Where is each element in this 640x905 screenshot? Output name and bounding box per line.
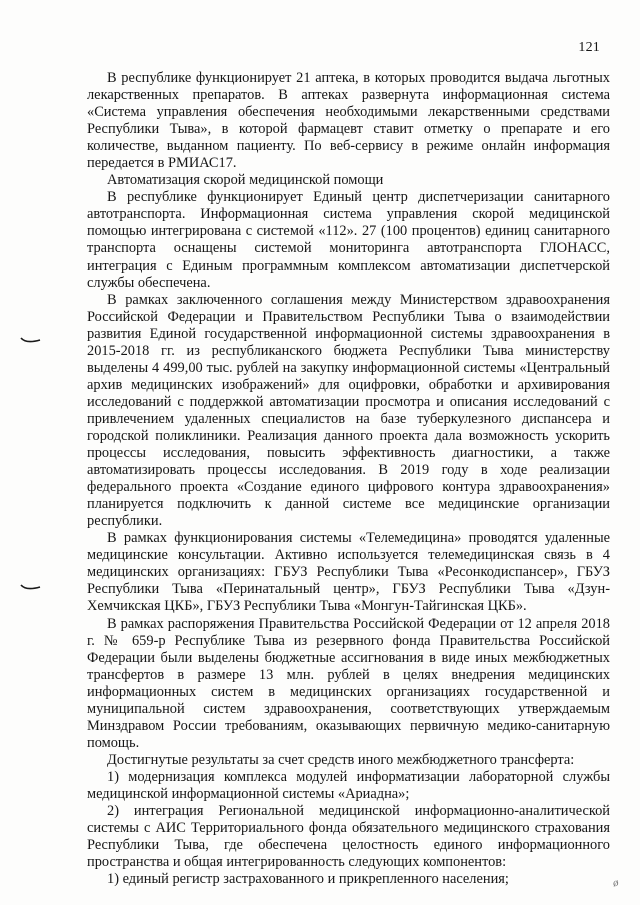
check-mark-icon [20, 336, 42, 346]
paragraph-telemedicine: В рамках функционирования системы «Телемедицина» проводятся удаленные медицинские консультации. Активно используется телемедицинская связь в 4 медицинских организациях: ГБУЗ Республики Тыва «Ресонкодиспансер», ГБУЗ Республики Тыва «Перинатальный центр», ГБУЗ Республики Тыва «Дзун-Хемчикская ЦКБ», ГБУЗ Республики Тыва «Монгун-Тайгинская ЦКБ». [87, 530, 610, 615]
paragraph-image-archive: В рамках заключенного соглашения между Министерством здравоохранения Российской Федерации и Правительством Республики Тыва о взаимодействии развития Единой государственной информационной системы здравоохранения в 2015-2018 гг. из республиканского бюджета Республики Тыва министерству выделены 4 499,00 тыс. рублей на закупку информационной системы «Центральный архив медицинских изображений» для оцифровки, обработки и архивирования исследований с поддержкой автоматизации просмотра и описания исследований с привлечением удаленных специалистов на базе туберкулезного диспансера и городской поликлиники. Реализация данного проекта дала возможность ускорить процессы исследования, повысить эффективность диагностики, а также автоматизировать процессы исследования. В 2019 году в ходе реализации федерального проекта «Создание единого цифрового контура здравоохранения» планируется подключить к данной системе все медицинские организации республики. [87, 291, 610, 530]
margin-check-mark-2 [20, 583, 42, 593]
section-heading-ambulance: Автоматизация скорой медицинской помощи [107, 172, 384, 189]
page-number: 121 [578, 40, 600, 55]
paragraph-government-order: В рамках распоряжения Правительства Российской Федерации от 12 апреля 2018 г. № 659-р Республике Тыва из резервного фонда Правительства Российской Федерации были выделены бюджетные ассигнования в виде иных межбюджетных трансфертов в размере 13 млн. рублей в целях внедрения медицинских информационных систем в медицинских организациях государственной и муниципальной систем здравоохранения, соответствующих утверждаемым Минздравом России требованиям, оказывающих первичную медико-санитарную помощь. [87, 615, 610, 751]
check-mark-icon [20, 583, 42, 593]
paragraph-results-intro: Достигнутые результаты за счет средств иного межбюджетного трансферта: [107, 751, 575, 768]
paragraph-ambulance-dispatch: В республике функционирует Единый центр диспетчеризации санитарного автотранспорта. Информационная система управления скорой медицинской помощью интегрирована с системой «112». 27 (100 процентов) единиц санитарного транспорта оснащены системой мониторинга автотранспорта ГЛОНАСС, интеграция с Единым программным комплексом автоматизации диспетчерской службы обеспечена. [87, 189, 610, 291]
list-item-1: 1) модернизация комплекса модулей информатизации лабораторной службы медицинской информационной системы «Ариадна»; [87, 768, 610, 802]
corner-handwritten-mark: ø [611, 876, 620, 890]
list-item-2: 2) интеграция Региональной медицинской информационно-аналитической системы с АИС Территориального фонда обязательного медицинского страхования Республики Тыва, где обеспечена целостность единого информационного пространства и общая интегрированность следующих компонентов: [87, 803, 610, 871]
document-body [87, 70, 610, 888]
paragraph-pharmacies: В республике функционирует 21 аптека, в которых проводится выдача льготных лекарственных препаратов. В аптеках развернута информационная система «Система управления обеспечения необходимыми лекарственными средствами Республики Тыва», в которой фармацевт ставит отметку о препарате и его количестве, выданном пациенту. По веб-сервису в режиме онлайн информация передается в РМИАС17. [87, 70, 610, 172]
margin-check-mark-1 [20, 336, 42, 346]
list-item-3: 1) единый регистр застрахованного и прикрепленного населения; [107, 871, 509, 888]
